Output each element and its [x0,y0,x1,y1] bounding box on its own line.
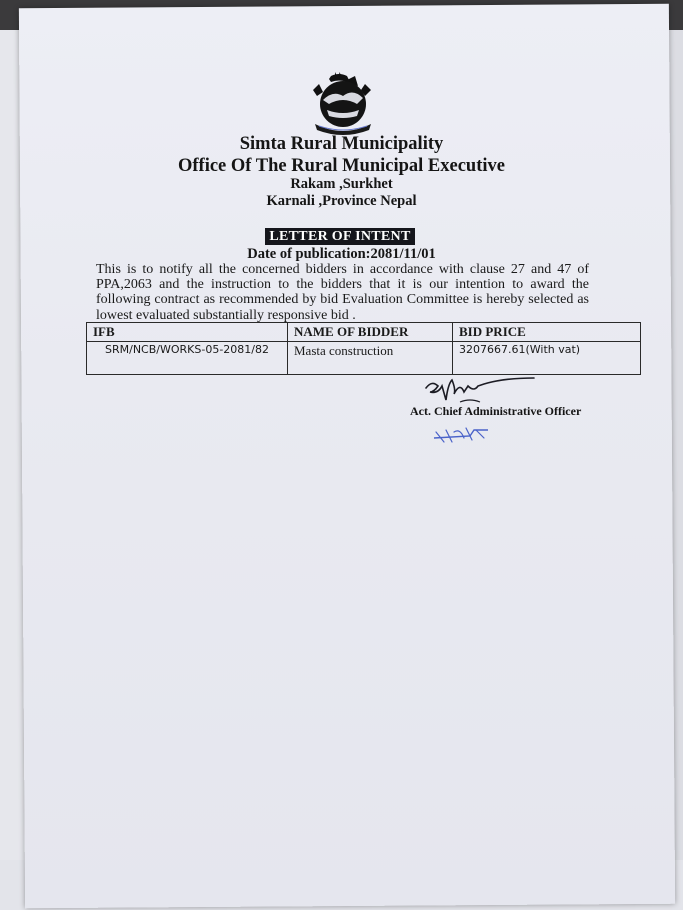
ifb-cell: SRM/NCB/WORKS-05-2081/82 [87,342,288,375]
municipality-name: Simta Rural Municipality [239,134,444,154]
signature-icon [420,372,560,408]
bid-price-cell: 3207667.61(With vat) [453,342,641,375]
office-name: Office Of The Rural Municipal Executive [178,156,505,176]
table-header-row [87,323,641,342]
bidder-cell: Masta construction [288,342,453,375]
office-location: Rakam ,Surkhet [290,176,393,192]
nepal-emblem-icon [305,70,381,136]
column-header-bidder: NAME OF BIDDER [288,323,453,342]
office-stamp-icon [432,424,492,446]
office-province: Karnali ,Province Nepal [266,193,417,209]
column-header-bid-price: BID PRICE [453,323,641,342]
signatory-title: Act. Chief Administrative Officer [410,404,582,418]
column-header-ifb: IFB [87,323,288,342]
table-row [87,342,641,375]
notice-body: This is to notify all the concerned bidders in accordance with clause 27 and 47 of PPA,2063 and the instruction to the bidders that it is our intention to award the following contract as recommended by bid Evaluation Committee is hereby selected as lowest evaluated substantially responsive bid . [96,262,589,323]
document-title: LETTER OF INTENT [265,228,415,245]
publication-date: Date of publication:2081/11/01 [247,246,436,262]
bid-table [86,322,641,375]
